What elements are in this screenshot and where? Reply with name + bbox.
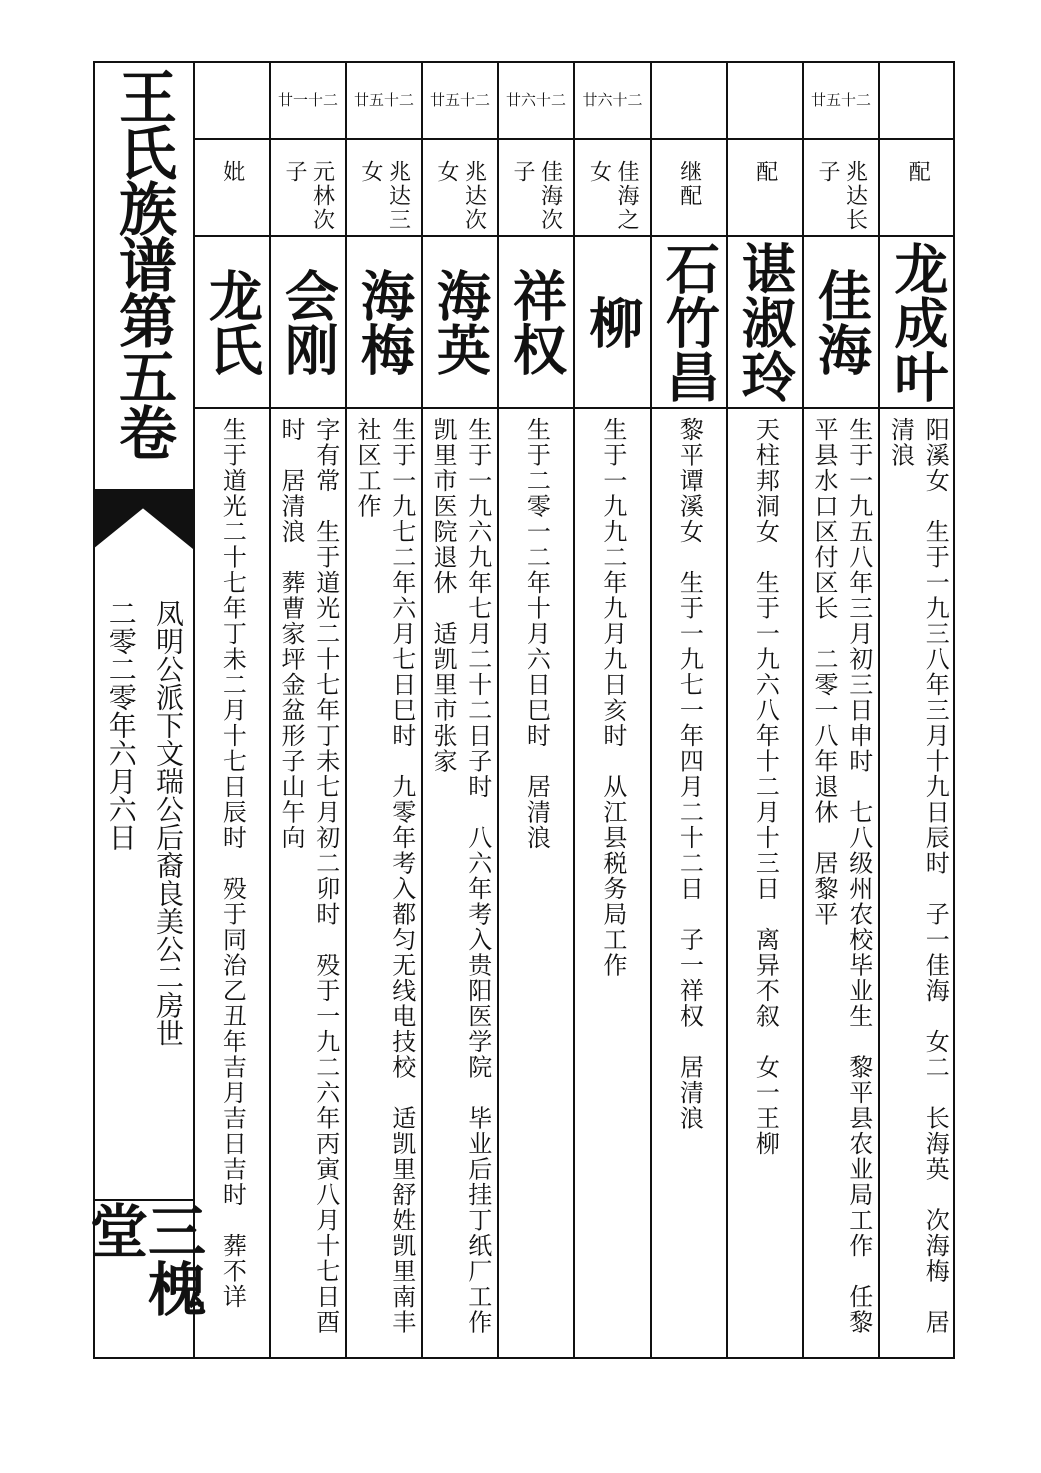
name-cell: 海英 — [423, 237, 497, 409]
bio-cell: 生于二零一二年十月六日巳时 居清浪 — [522, 417, 551, 851]
entry-column — [499, 61, 575, 1359]
relation-cell: 兆达次女 — [423, 140, 497, 237]
relation-cell: 佳海之女 — [575, 140, 650, 237]
generation-cell — [652, 61, 726, 140]
entry-column — [804, 61, 880, 1359]
fishtail-band — [93, 489, 193, 549]
fishtail-wedge — [93, 491, 193, 549]
name-cell: 会刚 — [271, 237, 345, 409]
bio-cell: 阳溪女 生于一九三八年三月十九日辰时 子一佳海 女二 长海英 次海梅 居清浪 — [886, 417, 950, 1335]
relation-cell: 兆达三女 — [347, 140, 421, 237]
name-cell: 海梅 — [347, 237, 421, 409]
spine-subtitle — [93, 547, 193, 1199]
generation-cell: 廿六十二 — [575, 61, 650, 140]
hall-name: 三槐堂 — [93, 1199, 193, 1359]
relation-cell: 兆达长子 — [804, 140, 878, 237]
bio-cell: 生于一九五八年三月初三日申时 七八级州农校毕业生 黎平县农业局工作 任黎平县水口区付区长 二零一八年退休 居黎平 — [810, 417, 873, 1335]
entry-column — [271, 61, 347, 1359]
relation-cell: 继配 — [652, 140, 726, 237]
name-cell: 佳海 — [804, 237, 878, 409]
entry-column — [728, 61, 804, 1359]
name-cell: 龙成叶 — [880, 237, 955, 409]
bio-cell: 天柱邦洞女 生于一九六八年十二月十三日 离异不叙 女一王柳 — [751, 417, 780, 1157]
generation-cell — [195, 61, 269, 140]
spine — [80, 61, 206, 1359]
name-cell: 祥权 — [499, 237, 573, 409]
generation-cell: 廿五十二 — [804, 61, 878, 140]
entry-column — [880, 61, 955, 1359]
entry-column — [575, 61, 652, 1359]
relation-cell: 元林次子 — [271, 140, 345, 237]
name-cell: 龙氏 — [195, 237, 269, 409]
relation-cell: 佳海次子 — [499, 140, 573, 237]
bio-cell: 黎平谭溪女 生于一九七一年四月二十二日 子一祥权 居清浪 — [675, 417, 704, 1131]
generation-cell: 廿六十二 — [499, 61, 573, 140]
relation-cell: 妣 — [195, 140, 269, 237]
bio-cell: 生于道光二十七年丁未二月十七日辰时 殁于同治乙丑年吉月吉日吉时 葬不详 — [218, 417, 247, 1310]
bio-cell: 生于一九六九年七月二十二日子时 八六年考入贵阳医学院 毕业后挂丁纸厂工作 凯里市医院退休 适凯里市张家 — [429, 417, 492, 1361]
name-cell: 谌淑玲 — [728, 237, 802, 409]
generation-cell: 廿一十二 — [271, 61, 345, 140]
entry-column — [195, 61, 271, 1359]
entry-column — [423, 61, 499, 1359]
generation-cell: 廿五十二 — [423, 61, 497, 140]
relation-cell: 配 — [880, 140, 955, 237]
name-cell: 石竹昌 — [652, 237, 726, 409]
name-cell: 柳 — [575, 237, 650, 409]
branch-line: 凤明公派下文瑞公后裔良美公二房世 — [152, 599, 185, 1047]
bio-cell: 生于一九七二年六月七日巳时 九零年考入都匀无线电技校 适凯里舒姓凯里南丰社区工作 — [353, 417, 416, 1335]
generation-cell: 廿五十二 — [347, 61, 421, 140]
entry-column — [347, 61, 423, 1359]
volume-title: 王氏族谱第五卷 — [109, 67, 177, 459]
generation-cell — [880, 61, 955, 140]
relation-cell: 配 — [728, 140, 802, 237]
generation-cell — [728, 61, 802, 140]
entry-column — [652, 61, 728, 1359]
bio-cell: 字有常 生于道光二十七年丁未七月初二卯时 殁于一九二六年丙寅八月十七日酉时 居清浪 葬曹家坪金盆形子山午向 — [277, 417, 340, 1335]
bio-cell: 生于一九九二年九月九日亥时 从江县税务局工作 — [598, 417, 627, 978]
compile-date: 二零二零年六月六日 — [104, 599, 138, 851]
